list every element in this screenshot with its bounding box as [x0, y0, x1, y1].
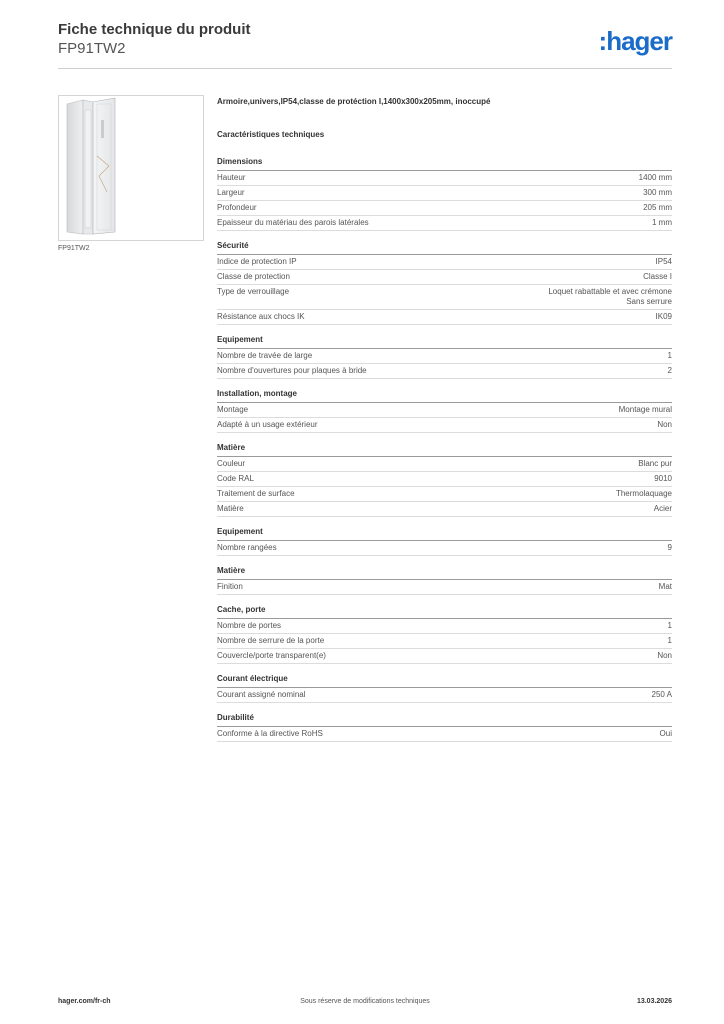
spec-row	[217, 472, 672, 487]
spec-row	[217, 349, 672, 364]
spec-label: Nombre de travée de large	[217, 351, 313, 360]
spec-value: 1	[667, 351, 672, 360]
spec-row	[217, 457, 672, 472]
spec-row	[217, 541, 672, 556]
spec-row	[217, 619, 672, 634]
spec-row	[217, 688, 672, 703]
spec-label: Type de verrouillage	[217, 287, 290, 296]
spec-section	[217, 604, 672, 664]
section-title: Courant électrique	[217, 673, 672, 688]
section-title: Matière	[217, 565, 672, 580]
spec-value: 205 mm	[643, 203, 672, 212]
spec-section	[217, 442, 672, 517]
spec-section	[217, 565, 672, 595]
spec-label: Couvercle/porte transparent(e)	[217, 651, 326, 660]
spec-value: 1	[667, 636, 672, 645]
product-image	[58, 95, 204, 241]
cabinet-illustration	[59, 96, 203, 240]
spec-row	[217, 201, 672, 216]
spec-row	[217, 418, 672, 433]
footer-date: 13.03.2026	[636, 998, 672, 1005]
spec-label: Epaisseur du matériau des parois latérales	[217, 218, 369, 227]
spec-value: 1400 mm	[638, 173, 672, 182]
spec-section	[217, 156, 672, 231]
spec-value: Blanc pur	[638, 459, 672, 468]
hager-logo: :hager	[598, 26, 672, 56]
technical-characteristics-heading: Caractéristiques techniques	[217, 130, 325, 139]
spec-value: Acier	[653, 504, 672, 513]
spec-row	[217, 403, 672, 418]
spec-section	[217, 712, 672, 742]
section-title: Sécurité	[217, 240, 672, 255]
spec-value: 250 A	[651, 690, 672, 699]
spec-value: Montage mural	[618, 405, 672, 414]
spec-row	[217, 487, 672, 502]
spec-row	[217, 580, 672, 595]
spec-label: Nombre d'ouvertures pour plaques à bride	[217, 366, 367, 375]
spec-label: Nombre de serrure de la porte	[217, 636, 325, 645]
spec-value: 1	[667, 621, 672, 630]
image-caption: FP91TW2	[58, 245, 90, 252]
page-header	[58, 20, 672, 58]
spec-label: Couleur	[217, 459, 246, 468]
spec-row	[217, 310, 672, 325]
spec-value: 9010	[654, 474, 672, 483]
spec-row	[217, 727, 672, 742]
spec-row	[217, 255, 672, 270]
spec-value: Non	[657, 651, 672, 660]
spec-value: Non	[657, 420, 672, 429]
section-title: Installation, montage	[217, 388, 672, 403]
spec-value: IK09	[655, 312, 672, 321]
spec-row	[217, 502, 672, 517]
spec-label: Hauteur	[217, 173, 246, 182]
spec-label: Largeur	[217, 188, 245, 197]
product-reference: FP91TW2	[58, 40, 126, 57]
product-description: Armoire,univers,IP54,classe de protéction I,1400x300x205mm, inoccupé	[217, 97, 491, 106]
spec-label: Indice de protection IP	[217, 257, 297, 266]
spec-label: Courant assigné nominal	[217, 690, 306, 699]
spec-label: Adapté à un usage extérieur	[217, 420, 318, 429]
spec-section	[217, 673, 672, 703]
spec-row	[217, 270, 672, 285]
spec-value: IP54	[655, 257, 672, 266]
spec-row	[217, 285, 672, 310]
spec-value: 9	[667, 543, 672, 552]
product-specs	[217, 96, 672, 751]
section-title: Matière	[217, 442, 672, 457]
spec-row	[217, 171, 672, 186]
header-divider	[58, 68, 672, 69]
spec-section	[217, 526, 672, 556]
section-title: Durabilité	[217, 712, 672, 727]
spec-label: Nombre rangées	[217, 543, 277, 552]
spec-label: Traitement de surface	[217, 489, 295, 498]
section-title: Equipement	[217, 526, 672, 541]
document-title: Fiche technique du produit	[58, 21, 251, 38]
spec-value: 300 mm	[643, 188, 672, 197]
spec-value: Classe I	[643, 272, 672, 281]
spec-row	[217, 649, 672, 664]
spec-value: 1 mm	[652, 218, 672, 227]
section-title: Equipement	[217, 334, 672, 349]
spec-label: Classe de protection	[217, 272, 290, 281]
footer-note: Sous réserve de modifications techniques	[300, 998, 430, 1005]
spec-label: Nombre de portes	[217, 621, 282, 630]
spec-label: Matière	[217, 504, 244, 513]
spec-row	[217, 364, 672, 379]
footer-website: hager.com/fr-ch	[58, 998, 111, 1005]
spec-label: Résistance aux chocs IK	[217, 312, 305, 321]
spec-label: Montage	[217, 405, 249, 414]
spec-label: Profondeur	[217, 203, 257, 212]
spec-row	[217, 186, 672, 201]
spec-row	[217, 216, 672, 231]
spec-value: Loquet rabattable et avec crémone Sans serrure	[548, 287, 672, 306]
section-title: Dimensions	[217, 156, 672, 171]
spec-section	[217, 334, 672, 379]
spec-value: Oui	[659, 729, 672, 738]
spec-label: Conforme à la directive RoHS	[217, 729, 323, 738]
spec-sections	[217, 156, 672, 742]
section-title: Cache, porte	[217, 604, 672, 619]
spec-value: Thermolaquage	[615, 489, 672, 498]
spec-value: 2	[667, 366, 672, 375]
spec-section	[217, 388, 672, 433]
spec-label: Finition	[217, 582, 243, 591]
spec-section	[217, 240, 672, 325]
spec-row	[217, 634, 672, 649]
spec-label: Code RAL	[217, 474, 254, 483]
spec-value: Mat	[658, 582, 672, 591]
